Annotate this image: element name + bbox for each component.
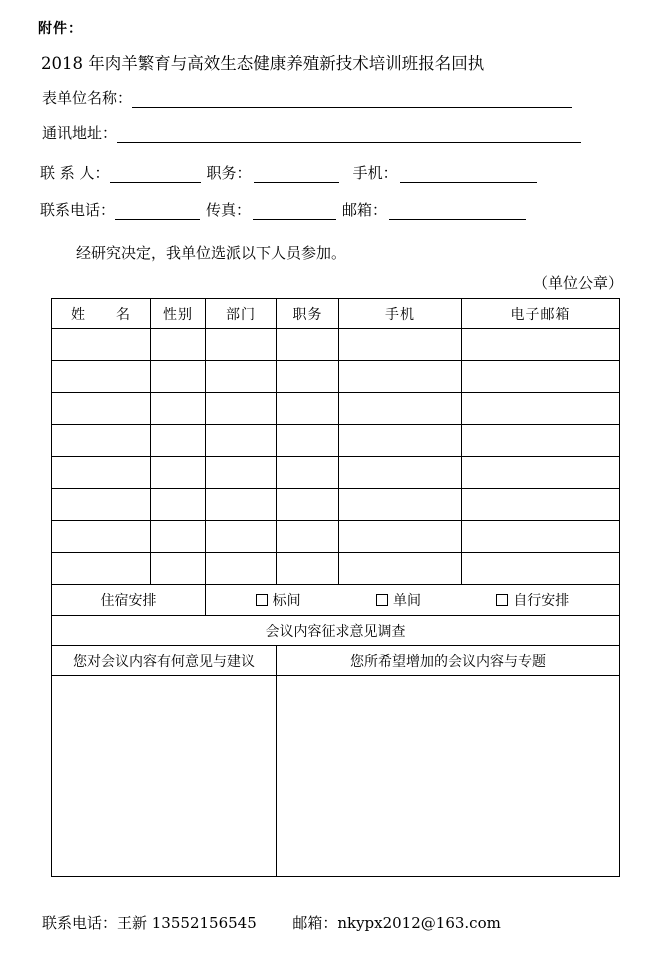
cell-mobile[interactable] (339, 329, 462, 361)
survey-body-row (52, 676, 620, 877)
cell-position[interactable] (277, 393, 339, 425)
cell-mobile[interactable] (339, 521, 462, 553)
mobile-label: 手机： (352, 164, 398, 182)
cell-department[interactable] (206, 361, 277, 393)
cell-name[interactable] (52, 521, 151, 553)
table-row (52, 361, 620, 393)
table-row (52, 457, 620, 489)
contact-person-label: 联 系 人： (40, 164, 110, 182)
lodging-row (52, 585, 620, 616)
cell-mobile[interactable] (339, 489, 462, 521)
cell-gender[interactable] (151, 553, 206, 585)
cell-mobile[interactable] (339, 553, 462, 585)
cell-email[interactable] (462, 393, 620, 425)
cell-name[interactable] (52, 553, 151, 585)
cell-name[interactable] (52, 393, 151, 425)
seal-note: （单位公章） (532, 274, 623, 292)
cell-department[interactable] (206, 329, 277, 361)
contact-person-input[interactable] (110, 165, 201, 183)
cell-email[interactable] (462, 329, 620, 361)
unit-name-input[interactable] (132, 90, 572, 108)
lodging-option-standard[interactable] (256, 590, 301, 610)
cell-email[interactable] (462, 521, 620, 553)
th-position: 职务 (277, 299, 339, 329)
registration-table (51, 298, 620, 877)
survey-column-suggestions-header: 您对会议内容有何意见与建议 (52, 646, 277, 676)
cell-department[interactable] (206, 425, 277, 457)
cell-position[interactable] (277, 361, 339, 393)
cell-mobile[interactable] (339, 393, 462, 425)
position-label: 职务： (206, 164, 252, 182)
table-row (52, 393, 620, 425)
field-unit-name (42, 88, 572, 108)
survey-column-topics-header: 您所希望增加的会议内容与专题 (277, 646, 620, 676)
cell-position[interactable] (277, 553, 339, 585)
cell-email[interactable] (462, 457, 620, 489)
th-department: 部门 (206, 299, 277, 329)
th-gender: 性别 (151, 299, 206, 329)
cell-name[interactable] (52, 361, 151, 393)
checkbox-icon[interactable] (376, 594, 388, 606)
survey-header-row (52, 646, 620, 676)
cell-mobile[interactable] (339, 361, 462, 393)
email-label: 邮箱： (342, 201, 388, 219)
th-name: 姓 名 (52, 299, 151, 329)
survey-title-row (52, 616, 620, 646)
table-row (52, 489, 620, 521)
attachment-label: 附件： (38, 21, 83, 37)
lodging-label: 住宿安排 (52, 585, 206, 616)
address-label: 通讯地址： (42, 124, 118, 142)
cell-name[interactable] (52, 329, 151, 361)
footer-email: 邮箱：nkypx2012@163.com (292, 914, 501, 932)
survey-topics-input[interactable] (277, 676, 620, 877)
cell-gender[interactable] (151, 361, 206, 393)
cell-gender[interactable] (151, 425, 206, 457)
cell-email[interactable] (462, 361, 620, 393)
cell-position[interactable] (277, 489, 339, 521)
cell-position[interactable] (277, 425, 339, 457)
cell-mobile[interactable] (339, 425, 462, 457)
cell-mobile[interactable] (339, 457, 462, 489)
cell-gender[interactable] (151, 489, 206, 521)
cell-gender[interactable] (151, 393, 206, 425)
lodging-option-standard-label: 标间 (272, 593, 301, 609)
cell-gender[interactable] (151, 457, 206, 489)
footer (42, 912, 501, 933)
unit-name-label: 表单位名称： (42, 89, 133, 107)
lodging-options (206, 585, 620, 616)
lodging-option-self-label: 自行安排 (513, 593, 570, 609)
table-row (52, 329, 620, 361)
lodging-option-single[interactable] (376, 590, 421, 610)
checkbox-icon[interactable] (256, 594, 268, 606)
cell-department[interactable] (206, 489, 277, 521)
fax-input[interactable] (253, 202, 336, 220)
field-address (42, 123, 581, 143)
lodging-option-self[interactable] (496, 590, 569, 610)
cell-name[interactable] (52, 425, 151, 457)
table-row (52, 425, 620, 457)
table-row (52, 521, 620, 553)
cell-gender[interactable] (151, 521, 206, 553)
table-row (52, 553, 620, 585)
cell-gender[interactable] (151, 329, 206, 361)
cell-email[interactable] (462, 553, 620, 585)
th-mobile: 手机 (339, 299, 462, 329)
mobile-input[interactable] (400, 165, 537, 183)
th-email: 电子邮箱 (462, 299, 620, 329)
footer-phone: 联系电话：王新 13552156545 (42, 914, 257, 932)
page-title: 2018 年肉羊繁育与高效生态健康养殖新技术培训班报名回执 (41, 54, 485, 73)
phone-input[interactable] (115, 202, 200, 220)
survey-suggestions-input[interactable] (52, 676, 277, 877)
field-phone-row (40, 200, 526, 220)
cell-email[interactable] (462, 489, 620, 521)
survey-title: 会议内容征求意见调查 (52, 616, 620, 646)
lodging-option-single-label: 单间 (392, 593, 421, 609)
checkbox-icon[interactable] (496, 594, 508, 606)
cell-department[interactable] (206, 521, 277, 553)
email-input[interactable] (389, 202, 526, 220)
cell-email[interactable] (462, 425, 620, 457)
cell-department[interactable] (206, 393, 277, 425)
table-header-row (52, 299, 620, 329)
body-paragraph: 经研究决定，我单位选派以下人员参加。 (76, 244, 347, 262)
cell-name[interactable] (52, 457, 151, 489)
address-input[interactable] (117, 125, 581, 143)
cell-position[interactable] (277, 457, 339, 489)
position-input[interactable] (254, 165, 339, 183)
cell-position[interactable] (277, 329, 339, 361)
cell-department[interactable] (206, 553, 277, 585)
fax-label: 传真： (206, 201, 252, 219)
cell-name[interactable] (52, 489, 151, 521)
cell-department[interactable] (206, 457, 277, 489)
phone-label: 联系电话： (40, 201, 116, 219)
cell-position[interactable] (277, 521, 339, 553)
field-contact-row (40, 163, 537, 183)
